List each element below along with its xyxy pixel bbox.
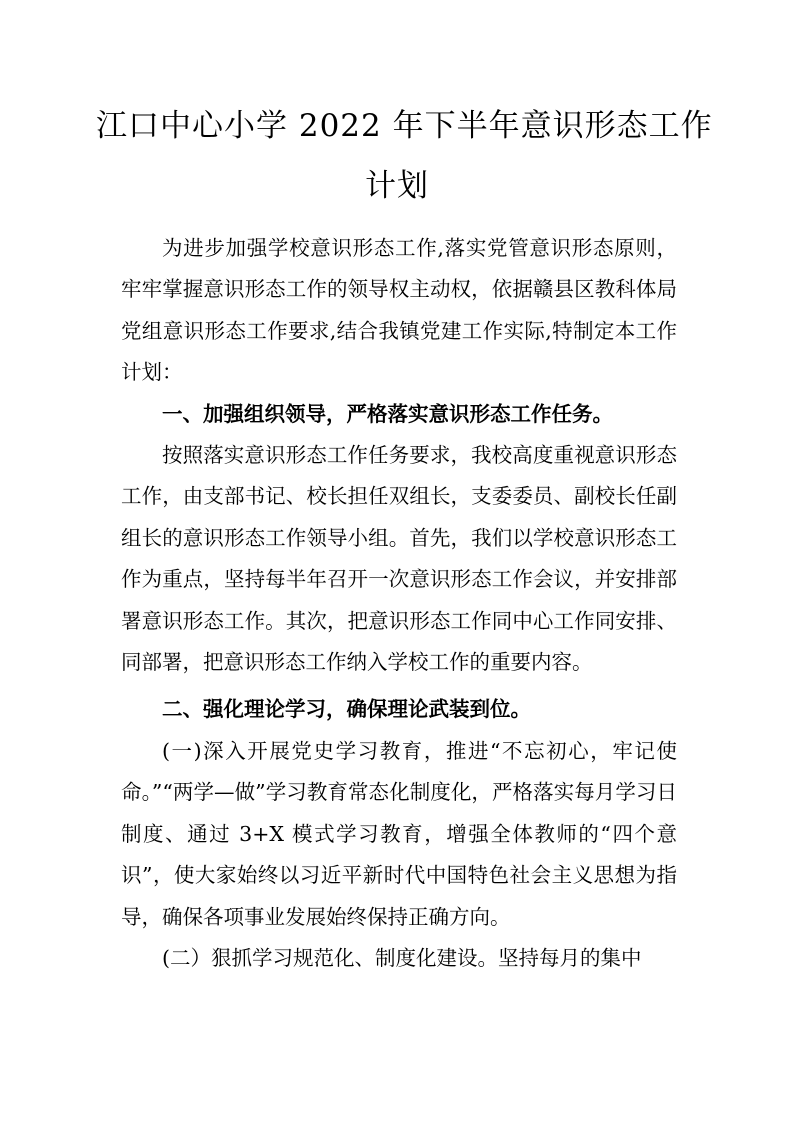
paragraph-intro: 为进步加强学校意识形态工作,落实党管意识形态原则，牢牢掌握意识形态工作的领导权主动权，依据赣县区教科体局党组意识形态工作要求,结合我镇党建工作实际,特制定本工作计划： [121, 236, 677, 385]
document-title-line1: 江口中心小学 2022 年下半年意识形态工作 [96, 108, 713, 144]
paragraph-section2-item1: (一)深入开展党史学习教育，推进“不忘初心，牢记使命。”“两学—做”学习教育常态化制度化，严格落实每月学习日制度、通过 3+X 模式学习教育，增强全体教师的“四个意识”，使大家始终以习近平新时代中国特色社会主义思想为指导，确保各项事业发展始终保持正确方向。 [121, 738, 677, 929]
document-title-line2: 计划 [365, 168, 429, 204]
document-body [121, 228, 677, 979]
section-heading-1: 一、加强组织领导，严格落实意识形态工作任务。 [162, 401, 613, 426]
paragraph-section2-item2: (二）狠抓学习规范化、制度化建设。坚持每月的集中 [162, 945, 642, 970]
paragraph-section1: 按照落实意识形态工作任务要求，我校高度重视意识形态工作，由支部书记、校长担任双组长，支委委员、副校长任副组长的意识形态工作领导小组。首先，我们以学校意识形态工作为重点，坚持每半年召开一次意识形态工作会议，并安排部署意识形态工作。其次，把意识形态工作同中心工作同安排、同部署，把意识形态工作纳入学校工作的重要内容。 [121, 443, 677, 675]
section-heading-2: 二、强化理论学习，确保理论武装到位。 [162, 697, 531, 722]
